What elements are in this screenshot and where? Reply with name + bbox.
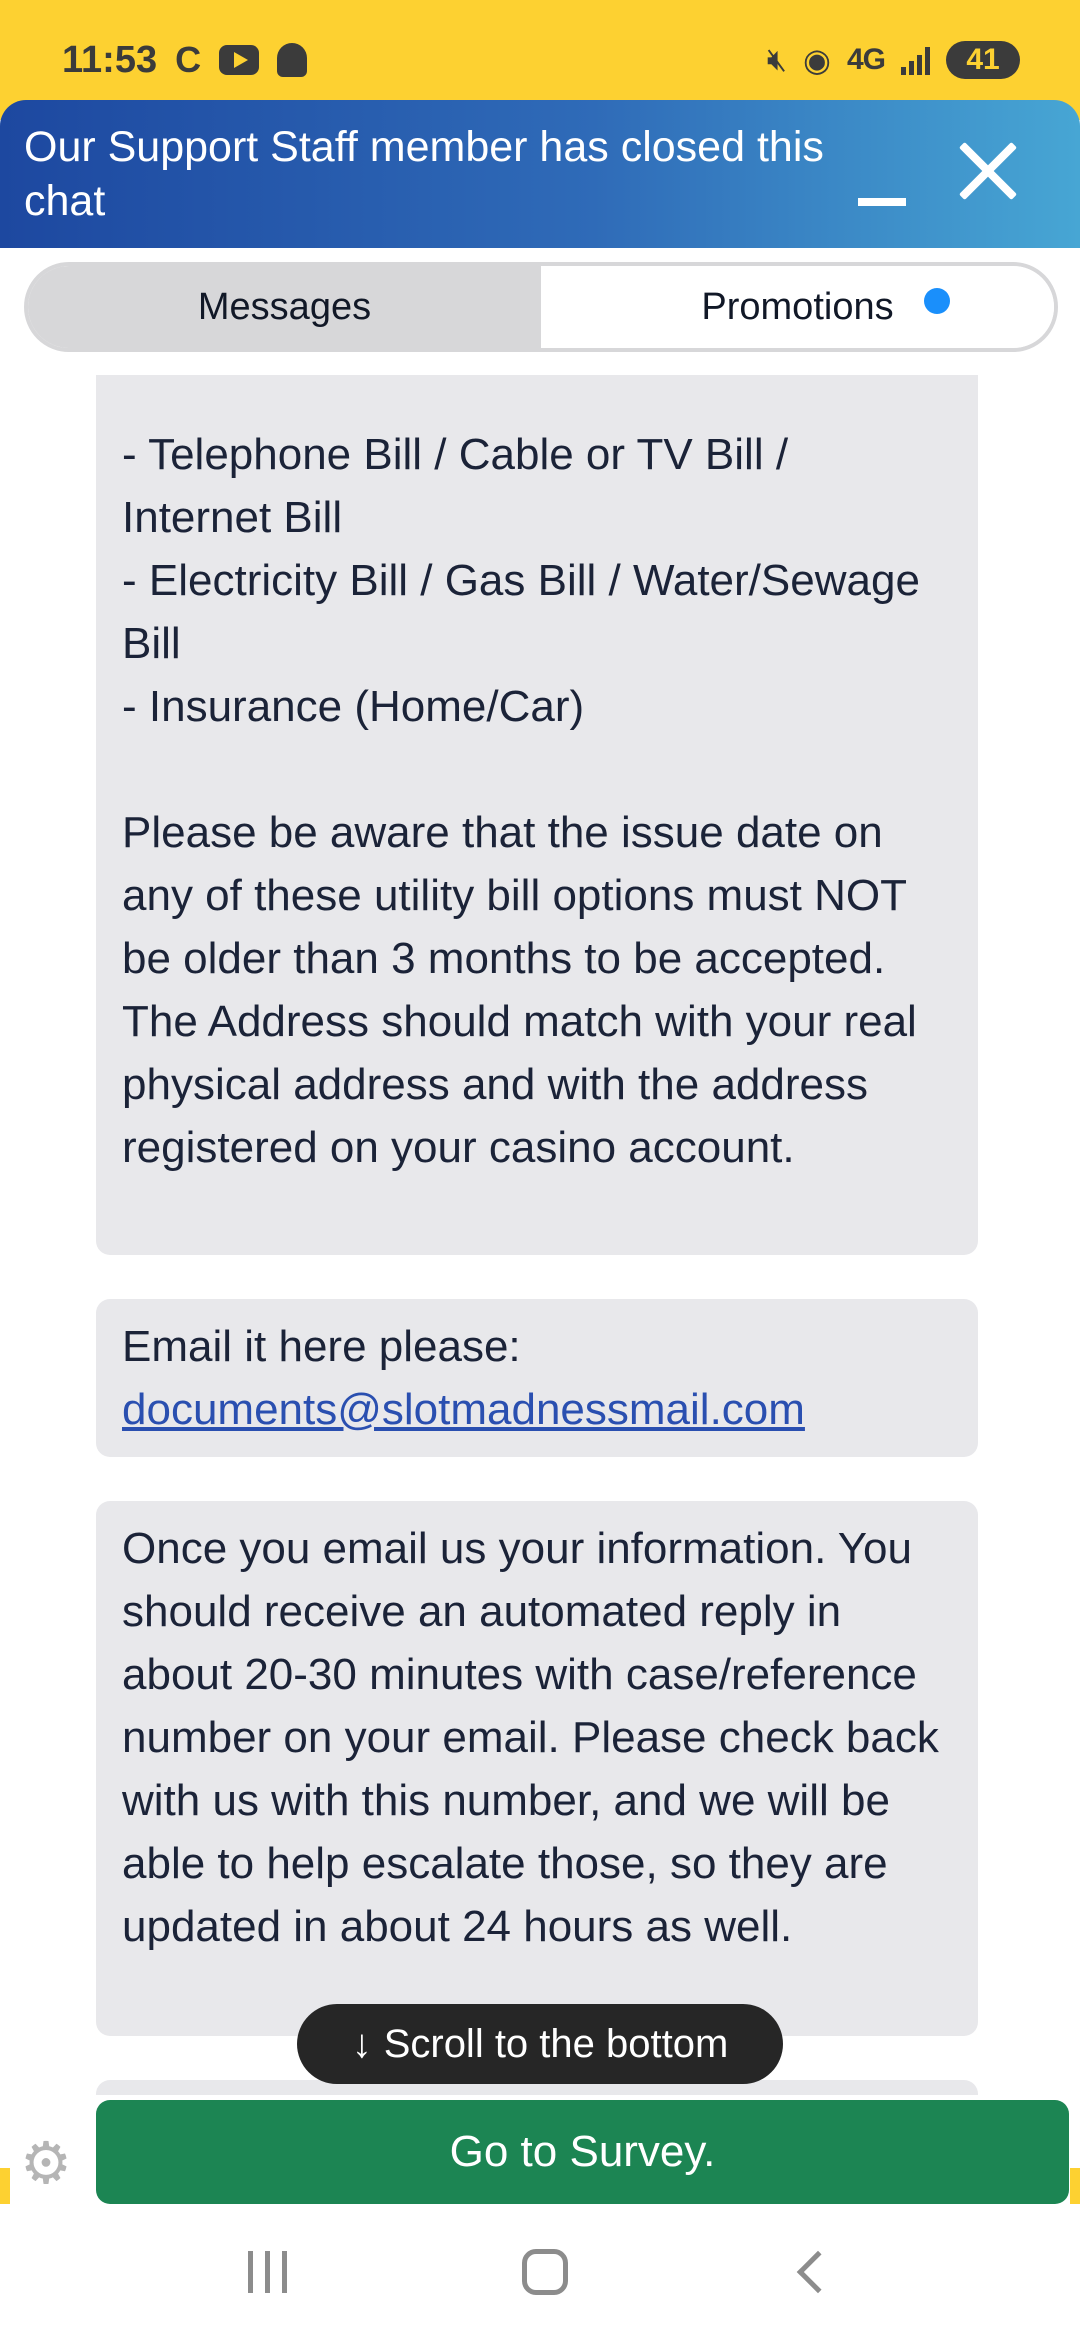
tab-promotions[interactable] xyxy=(541,266,1054,348)
network-type: 4G xyxy=(846,43,885,76)
status-right xyxy=(767,41,1020,79)
chat-closed-banner xyxy=(0,100,1080,248)
close-icon[interactable] xyxy=(955,138,1021,204)
battery-level: 41 xyxy=(946,41,1020,79)
notification-app-letter: C xyxy=(175,39,202,80)
unread-dot xyxy=(924,288,950,314)
scroll-to-bottom-label: Scroll to the bottom xyxy=(383,2021,729,2066)
home-icon[interactable] xyxy=(522,2249,568,2295)
message-text: Email it here please: xyxy=(122,1322,521,1371)
youtube-icon xyxy=(219,45,259,75)
gear-icon[interactable]: ⚙ xyxy=(20,2131,72,2196)
scroll-to-bottom-button[interactable] xyxy=(297,2004,783,2084)
recent-apps-icon[interactable] xyxy=(248,2251,287,2293)
mute-icon: 🔇︎ xyxy=(766,41,788,77)
message-text: Once you email us your information. You should receive an automated reply in about 20-30 minutes with case/reference number on your email. Please check back with us with this number, and we will be able to help escalate those, so they are updated in about 24 hours as well. xyxy=(122,1524,939,1951)
message-bubble xyxy=(96,1501,978,2036)
system-nav-bar xyxy=(0,2204,1080,2340)
message-bubble xyxy=(96,1299,978,1457)
status-time: 11:53 xyxy=(62,38,158,81)
edge-accent xyxy=(1070,2168,1080,2204)
message-bubble xyxy=(96,375,978,1255)
signal-icon xyxy=(901,45,930,75)
edge-accent xyxy=(0,2168,10,2204)
back-icon[interactable] xyxy=(796,2251,838,2293)
status-left xyxy=(62,39,307,82)
message-text: - Telephone Bill / Cable or TV Bill / Internet Bill - Electricity Bill / Gas Bill / Water/Sewage Bill - Insurance (Home/Car) Please be aware that the issue date on any of these utility bill options must NOT be older than 3 months to be accepted. The Address should match with your real physical address and with the address registered on your casino account. xyxy=(122,430,920,1172)
snapchat-icon xyxy=(277,43,307,77)
tab-messages-label: Messages xyxy=(197,285,372,328)
banner-text: Our Support Staff member has closed this chat xyxy=(24,123,824,225)
minimize-icon[interactable] xyxy=(858,198,906,206)
email-link[interactable]: documents@slotmadnessmail.com xyxy=(122,1385,805,1434)
tab-messages[interactable] xyxy=(28,266,541,348)
chat-tabs xyxy=(24,262,1058,352)
survey-button-label: Go to Survey. xyxy=(449,2127,716,2176)
arrow-down-icon: ↓ xyxy=(351,2021,372,2066)
chat-messages[interactable] xyxy=(0,375,1080,2095)
tab-promotions-label: Promotions xyxy=(701,285,894,328)
go-to-survey-button[interactable] xyxy=(96,2100,1069,2204)
hotspot-icon: ◉ xyxy=(803,42,831,78)
